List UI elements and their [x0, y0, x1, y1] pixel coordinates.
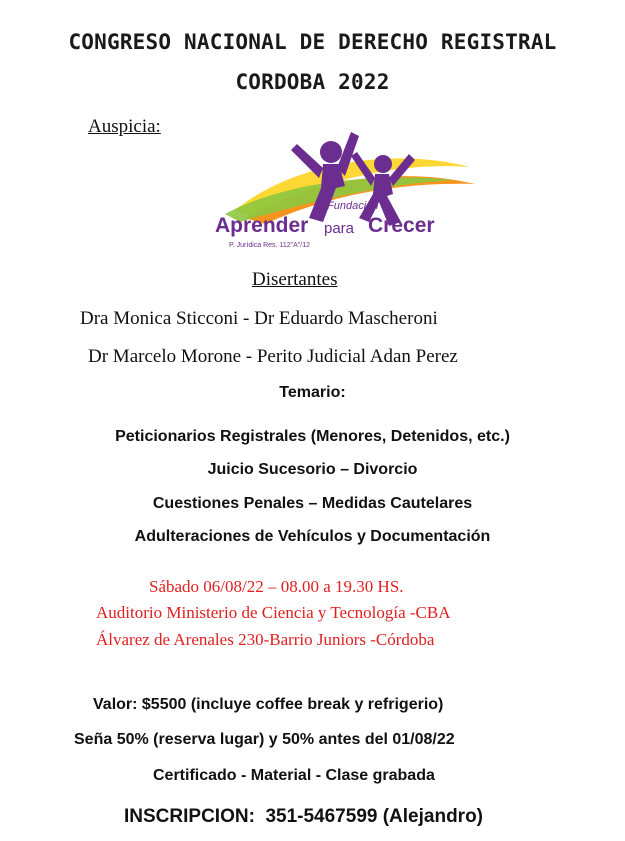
- topic-item: Cuestiones Penales – Medidas Cautelares: [152, 495, 473, 512]
- logo-caption: P. Jurídica Res. 112"A"/12: [229, 242, 310, 249]
- registration-line: INSCRIPCION: 351-5467599 (Alejandro): [124, 806, 484, 827]
- speakers-line-2: Dr Marcelo Morone - Perito Judicial Adan Perez: [88, 346, 458, 367]
- deposit-line: Seña 50% (reserva lugar) y 50% antes del 01/08/22: [74, 731, 455, 748]
- price-line: Valor: $5500 (incluye coffee break y refrigerio): [93, 696, 444, 713]
- speakers-line-1: Dra Monica Sticconi - Dr Eduardo Mascheroni: [80, 308, 438, 329]
- logo-small-text: Fundación: [327, 200, 379, 212]
- speakers-heading: Disertantes: [252, 269, 338, 290]
- page-subtitle: CORDOBA 2022: [235, 70, 390, 94]
- topic-item: Peticionarios Registrales (Menores, Detenidos, etc.): [115, 428, 510, 445]
- logo-word-para: para: [324, 220, 355, 237]
- includes-line: Certificado - Material - Clase grabada: [153, 767, 435, 784]
- logo-word-crecer: Crecer: [368, 214, 435, 237]
- event-date: Sábado 06/08/22 – 08.00 a 19.30 HS.: [149, 577, 404, 596]
- sponsor-label: Auspicia:: [88, 116, 161, 137]
- event-address: Álvarez de Arenales 230-Barrio Juniors -Córdoba: [96, 630, 435, 649]
- sponsor-logo-graphic: [205, 122, 495, 262]
- topic-item: Adulteraciones de Vehículos y Documentación: [134, 528, 491, 545]
- logo-word-aprender: Aprender: [215, 214, 309, 237]
- topic-item: Juicio Sucesorio – Divorcio: [207, 461, 418, 478]
- event-venue: Auditorio Ministerio de Ciencia y Tecnología -CBA: [96, 603, 451, 622]
- page-title: CONGRESO NACIONAL DE DERECHO REGISTRAL: [68, 30, 557, 54]
- topics-heading: Temario:: [279, 384, 346, 401]
- sponsor-logo: [205, 122, 495, 262]
